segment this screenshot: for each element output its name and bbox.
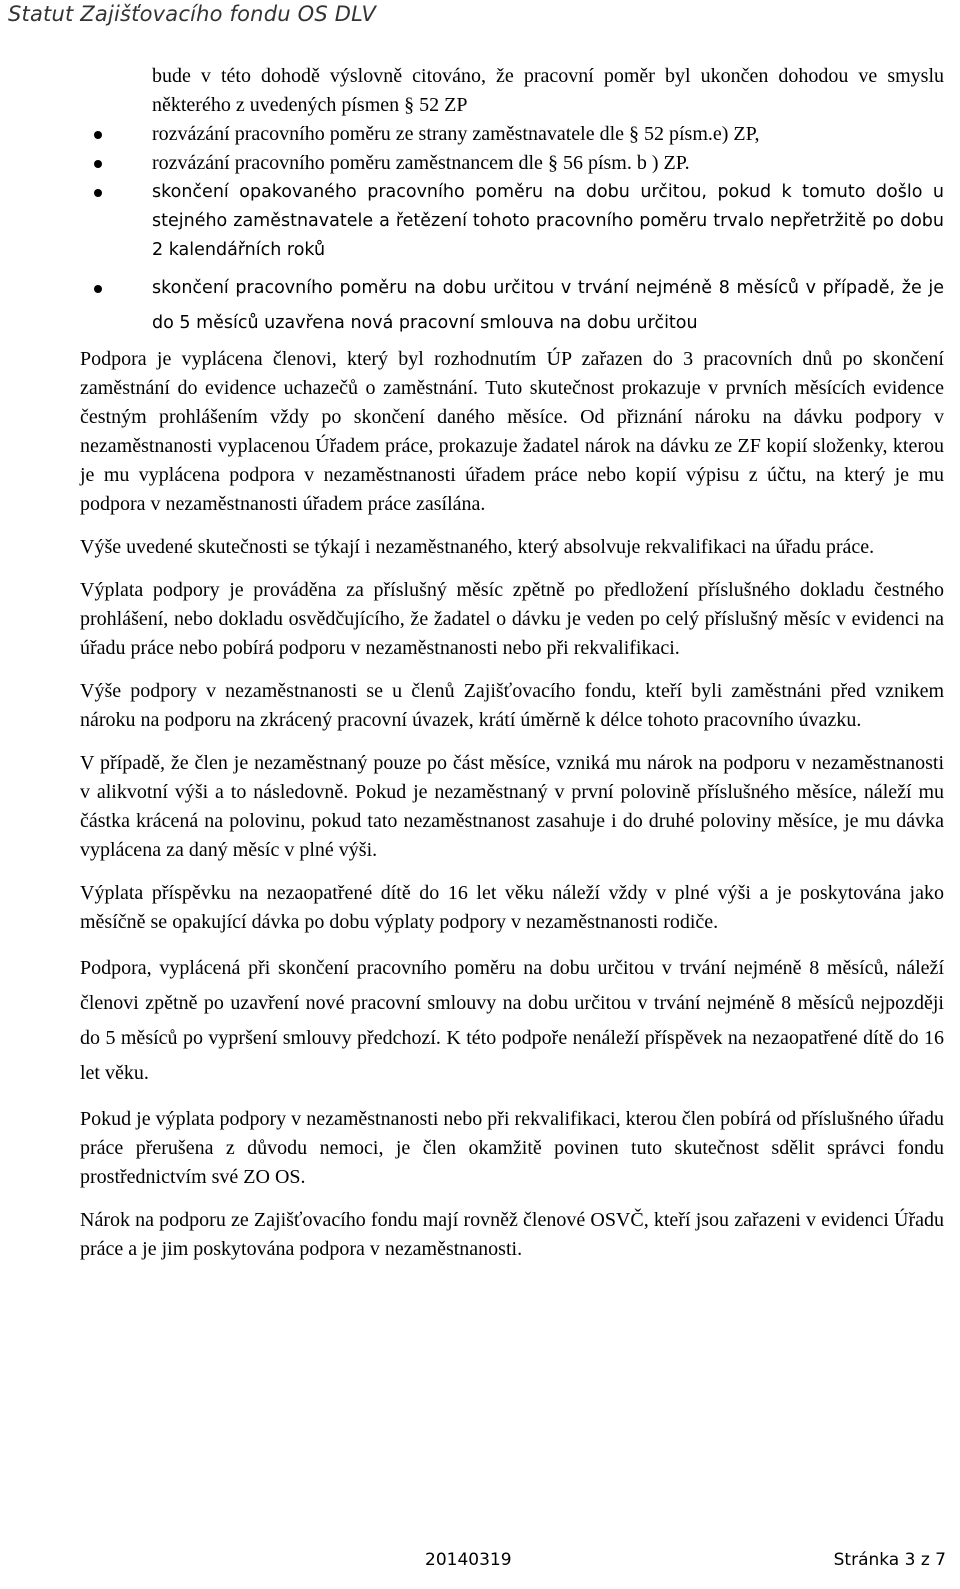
document-header: Statut Zajišťovacího fondu OS DLV (8, 2, 377, 26)
bullet-list (80, 120, 944, 341)
list-item-text: rozvázání pracovního poměru zaměstnancem dle § 56 písm. b ) ZP. (152, 152, 690, 174)
footer-page-number: Stránka 3 z 7 (833, 1550, 946, 1570)
document-body (80, 62, 944, 1278)
bullet-icon (94, 189, 102, 197)
list-item-text: rozvázání pracovního poměru ze strany zaměstnavatele dle § 52 písm.e) ZP, (152, 123, 760, 145)
paragraph: V případě, že člen je nezaměstnaný pouze po část měsíce, vzniká mu nárok na podporu v nezaměstnanosti v alikvotní výši a to následovně. Pokud je nezaměstnaný v první polovině příslušného měsíce, náleží mu částka krácená na polovinu, pokud tato nezaměstnanost zasahuje i do druhé poloviny měsíce, je mu dávka vyplácena za daný měsíc v plné výši. (80, 752, 944, 861)
list-item (152, 178, 944, 265)
paragraph: Výplata příspěvku na nezaopatřené dítě do 16 let věku náleží vždy v plné výši a je poskytována jako měsíčně se opakující dávka po dobu výplaty podpory v nezaměstnanosti rodiče. (80, 882, 944, 933)
bullet-icon (94, 285, 102, 293)
paragraph: Výše uvedené skutečnosti se týkají i nezaměstnaného, který absolvuje rekvalifikaci na úřadu práce. (80, 536, 875, 558)
list-item (152, 149, 944, 178)
list-item (152, 120, 944, 149)
bullet-icon (94, 131, 102, 139)
bullet-icon (94, 160, 102, 168)
paragraph: Výplata podpory je prováděna za příslušný měsíc zpětně po předložení příslušného dokladu čestného prohlášení, nebo dokladu osvědčujícího, že žadatel o dávku je veden po celý příslušný měsíc v evidenci na úřadu práce nebo pobírá podporu v nezaměstnanosti nebo při rekvalifikaci. (80, 579, 944, 659)
list-item (152, 271, 944, 341)
paragraph: Výše podpory v nezaměstnanosti se u členů Zajišťovacího fondu, kteří byli zaměstnáni před vznikem nároku na podporu na zkrácený pracovní úvazek, krátí úměrně k délce tohoto pracovního úvazku. (80, 680, 944, 731)
paragraph: Nárok na podporu ze Zajišťovacího fondu mají rovněž členové OSVČ, kteří jsou zařazeni v evidenci Úřadu práce a je jim poskytována podpora v nezaměstnanosti. (80, 1209, 944, 1260)
list-item-text: skončení pracovního poměru na dobu určitou v trvání nejméně 8 měsíců v případě, že je do 5 měsíců uzavřena nová pracovní smlouva na dobu určitou (152, 278, 944, 333)
paragraph: Podpora, vyplácená při skončení pracovního poměru na dobu určitou v trvání nejméně 8 měsíců, náleží členovi zpětně po uzavření nové pracovní smlouvy na dobu určitou v trvání nejméně 8 měsíců nejpozději do 5 měsíců po vypršení smlouvy předchozí. K této podpoře nenáleží příspěvek na nezaopatřené dítě do 16 let věku. (80, 957, 944, 1084)
list-item-text: skončení opakovaného pracovního poměru na dobu určitou, pokud k tomuto došlo u stejného zaměstnavatele a řetězení tohoto pracovního poměru trvalo nepřetržitě po dobu 2 kalendářních roků (152, 182, 944, 260)
paragraph: Podpora je vyplácena členovi, který byl rozhodnutím ÚP zařazen do 3 pracovních dnů po skončení zaměstnání do evidence uchazečů o zaměstnání. Tuto skutečnost prokazuje v prvních měsících evidence čestným prohlášením vždy po skončení daného měsíce. Od přiznání nároku na dávku podpory v nezaměstnanosti vyplacenou Úřadem práce, prokazuje žadatel nárok na dávku ze ZF kopií složenky, kterou je mu vyplácena podpora v nezaměstnanosti úřadem práce nebo kopií výpisu z účtu, na který je mu podpora v nezaměstnanosti úřadem práce zasílána. (80, 348, 944, 515)
footer-date: 20140319 (425, 1550, 512, 1570)
paragraph: Pokud je výplata podpory v nezaměstnanosti nebo při rekvalifikaci, kterou člen pobírá od příslušného úřadu práce přerušena z důvodu nemoci, je člen okamžitě povinen tuto skutečnost sdělit správci fondu prostřednictvím své ZO OS. (80, 1108, 944, 1188)
intro-continuation: bude v této dohodě výslovně citováno, že pracovní poměr byl ukončen dohodou ve smyslu některého z uvedených písmen § 52 ZP (152, 65, 944, 116)
